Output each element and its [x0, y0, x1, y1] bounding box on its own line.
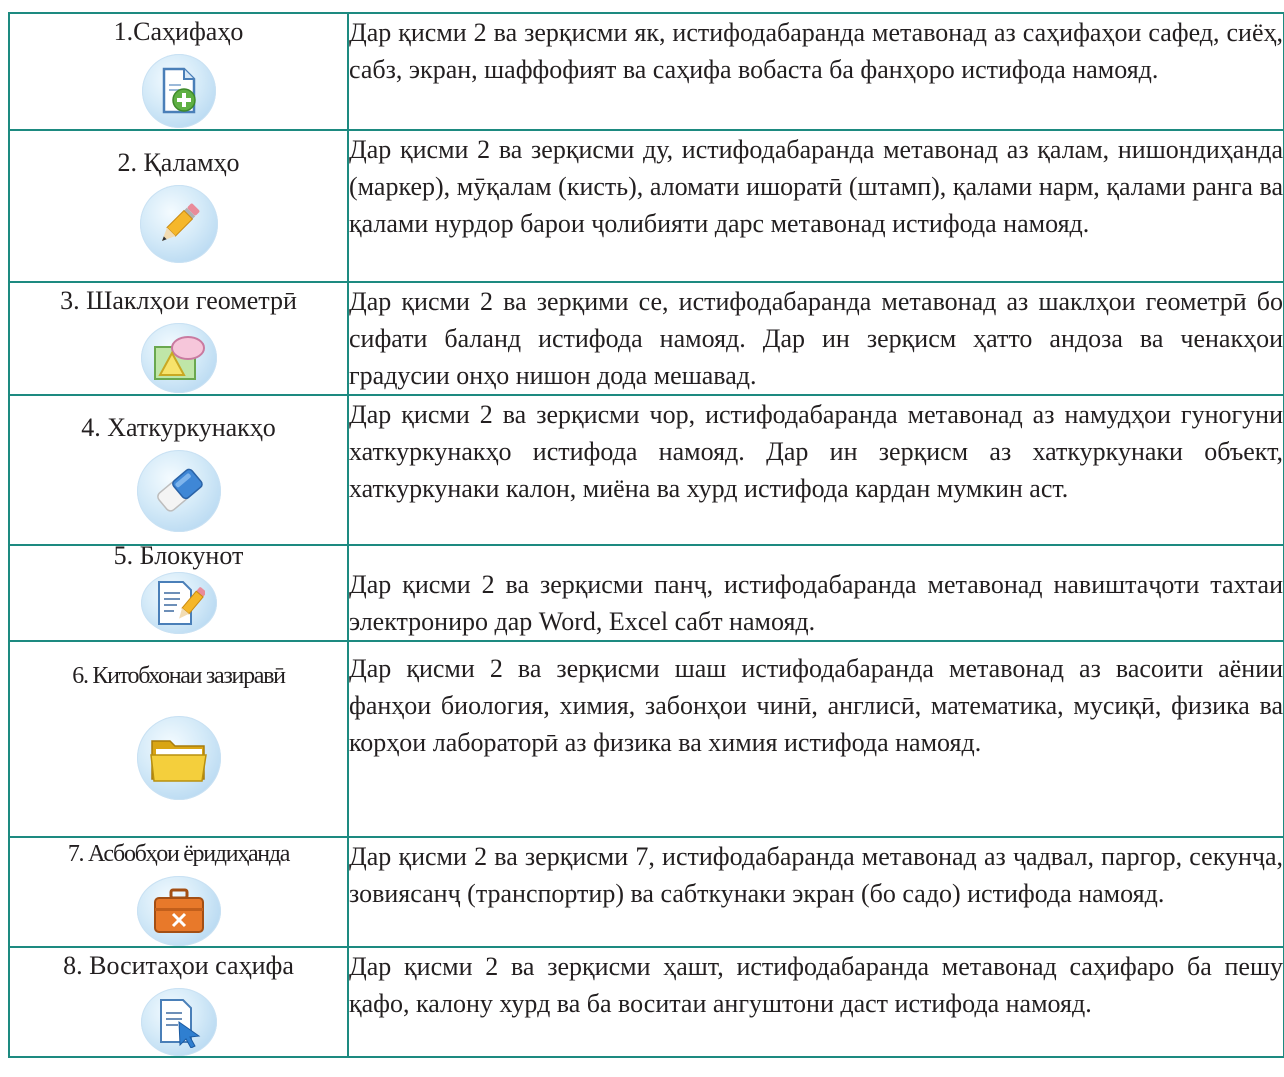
table-row	[9, 282, 1284, 395]
tool-description: Дар қисми 2 ва зерқисми чор, истифодабаранда метавонад аз намудҳои гуногуни хаткуркунакҳо истифода намояд. Дар ин зерқисм аз хаткуркунаки объект, хаткуркунаки калон, миёна ва хурд истифода кардан мумкин аст.	[348, 395, 1284, 545]
tool-description: Дар қисми 2 ва зерқисми ду, истифодабаранда метавонад аз қалам, нишондиҳанда (маркер), мӯқалам (кисть), аломати ишоратӣ (штамп), қалами нарм, қалами ранга ва қалами нурдор барои ҷолибияти дарс метавонад истифода намояд.	[348, 130, 1284, 282]
notepad-pencil-icon	[141, 572, 217, 634]
table-row	[9, 395, 1284, 545]
tool-name-cell	[9, 837, 348, 947]
shapes-icon	[141, 323, 217, 393]
tool-title: 3. Шаклҳои геометрӣ	[60, 286, 297, 315]
tool-description: Дар қисми 2 ва зерқисми 7, истифодабаранда метавонад аз ҷадвал, паргор, секунҷа, зовиясанҷ (транспортир) ва сабткунаки экран (бо садо) истифода намояд.	[348, 837, 1284, 947]
table-row	[9, 947, 1284, 1057]
tool-name-cell	[9, 13, 348, 130]
pencil-icon	[140, 185, 218, 263]
tool-title: 4. Хаткуркунакҳо	[81, 413, 276, 442]
tool-name-cell	[9, 947, 348, 1057]
tool-title: 2. Қаламҳо	[117, 148, 240, 177]
tools-table	[8, 12, 1284, 1058]
tool-title: 8. Воситаҳои саҳифа	[63, 951, 294, 980]
tool-description: Дар қисми 2 ва зерқисми шаш истифодабаранда метавонад аз васоити аёнии фанҳои биология, химия, забонҳои чинӣ, англисӣ, математика, мусиқӣ, физика ва корҳои лабораторӣ аз физика ва химия истифода намояд.	[348, 641, 1284, 837]
page-add-icon	[142, 54, 216, 128]
tool-description: Дар қисми 2 ва зерқисми ҳашт, истифодабаранда метавонад саҳифаро ба пешу қафо, калону хурд ва ба воситаи ангуштони даст истифода намояд.	[348, 947, 1284, 1057]
tool-title: 5. Блокунот	[113, 541, 244, 570]
table-row	[9, 13, 1284, 130]
tool-name-cell	[9, 395, 348, 545]
tool-description: Дар қисми 2 ва зерқисми панҷ, истифодабаранда метавонад навиштаҷоти тахтаи электрониро дар Word, Excel сабт намояд.	[348, 545, 1284, 641]
tool-description: Дар қисми 2 ва зерқисми як, истифодабаранда метавонад аз саҳифаҳои сафед, сиёҳ, сабз, экран, шаффофият ва саҳифа вобаста ба фанҳоро истифода намояд.	[348, 13, 1284, 130]
tool-name-cell	[9, 282, 348, 395]
tool-description: Дар қисми 2 ва зерқими се, истифодабаранда метавонад аз шаклҳои геометрӣ бо сифати баланд истифода намояд. Дар ин зерқисм ҳатто андоза ва ченакҳои градусии онҳо нишон дода мешавад.	[348, 282, 1284, 395]
table-row	[9, 545, 1284, 641]
table-row	[9, 130, 1284, 282]
tool-name-cell	[9, 541, 348, 641]
tool-title: 7. Асбобҳои ёридиҳанда	[67, 841, 290, 867]
table-row	[9, 837, 1284, 947]
folder-icon	[137, 716, 221, 800]
tool-title: 1.Саҳифаҳо	[113, 17, 244, 46]
tool-name-cell	[9, 641, 348, 837]
page-cursor-icon	[141, 988, 217, 1056]
tool-title: 6. Китобхонаи зазиравӣ	[72, 663, 285, 689]
eraser-icon	[137, 450, 221, 532]
tool-name-cell	[9, 130, 348, 282]
table-row	[9, 641, 1284, 837]
toolbox-icon	[137, 876, 221, 946]
